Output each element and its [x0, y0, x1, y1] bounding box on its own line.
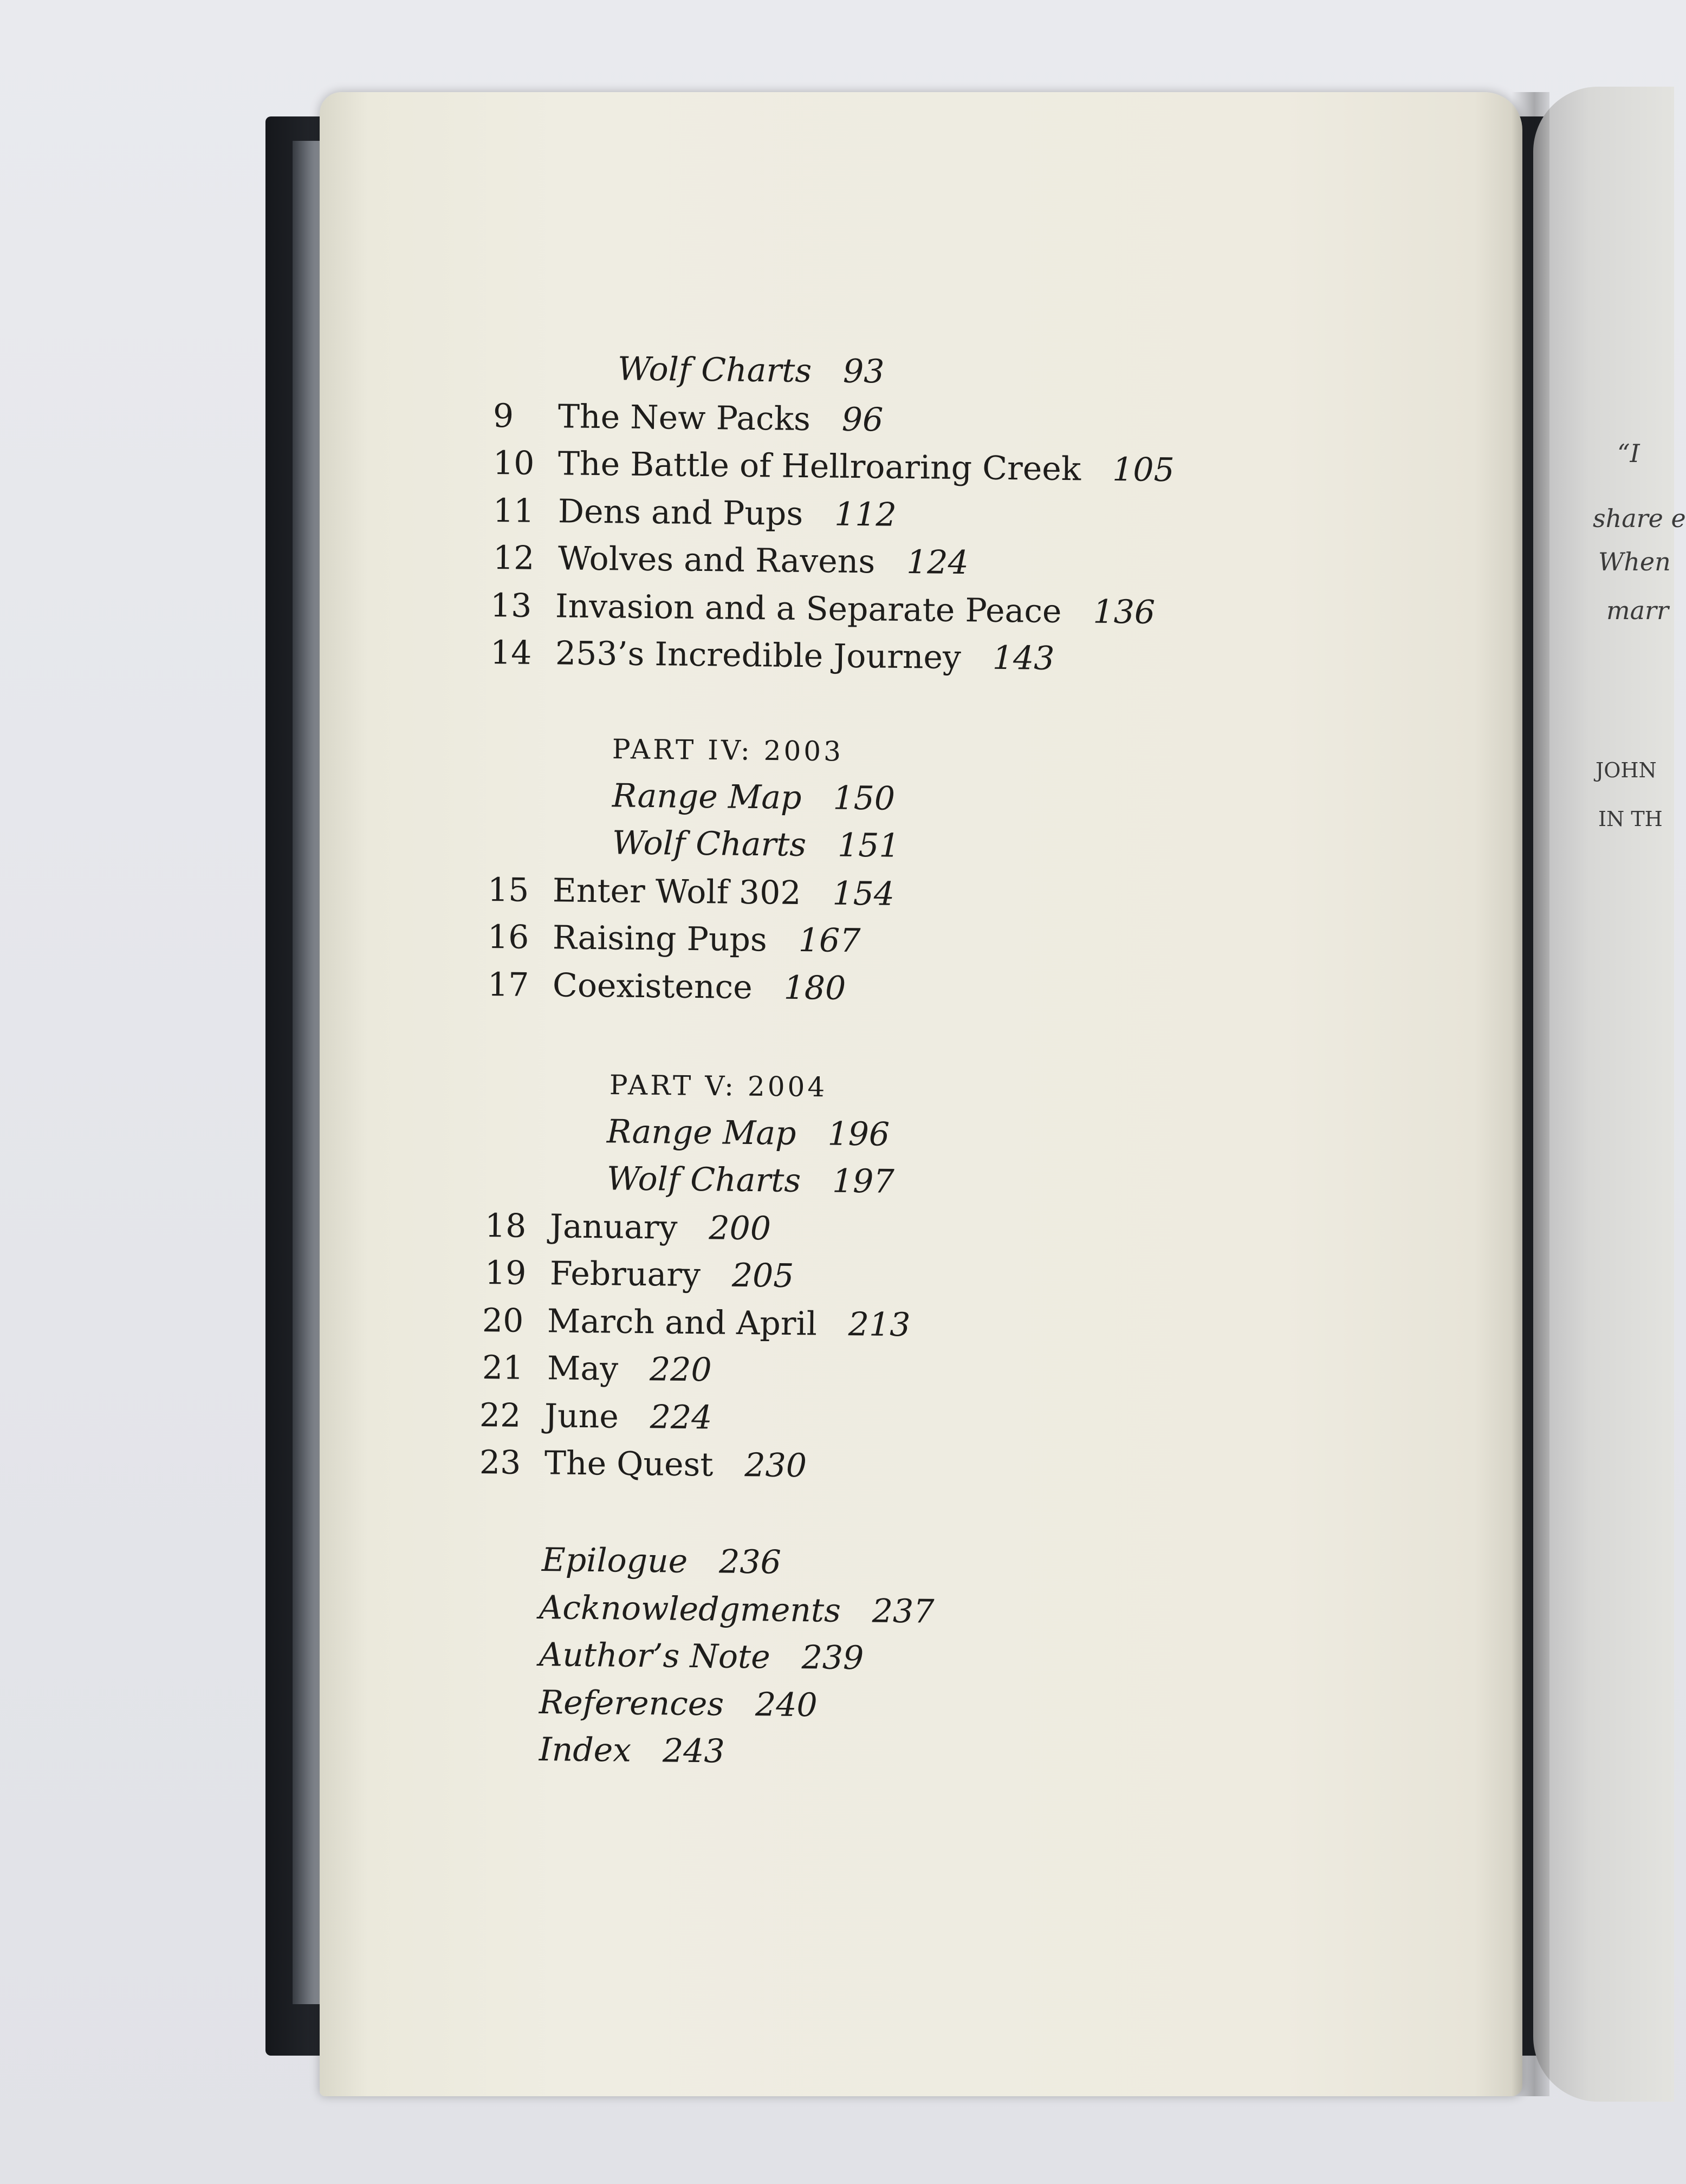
facing-fragment: When — [1598, 547, 1671, 576]
toc-backmatter-entry — [539, 1586, 935, 1634]
page-number: 151 — [837, 826, 900, 865]
entry-title: 253’s Incredible Journey 143 — [555, 634, 1055, 678]
entry-title: Dens and Pups 112 — [557, 492, 897, 534]
page-number: 237 — [872, 1592, 935, 1631]
part-heading: PART IV: 2003 — [612, 733, 844, 768]
page-number: 136 — [1093, 593, 1156, 632]
toc-entry — [492, 441, 1175, 490]
entry-title: Epilogue 236 — [541, 1541, 782, 1582]
page-number: 220 — [649, 1350, 712, 1389]
facing-fragment: “I — [1617, 439, 1640, 468]
toc-entry — [479, 1394, 712, 1437]
page-number: 154 — [832, 874, 895, 913]
entry-title: Range Map 196 — [606, 1113, 890, 1154]
chapter-number: 16 — [487, 918, 529, 957]
entry-title: Wolf Charts 197 — [606, 1160, 894, 1201]
part-heading: PART V: 2004 — [609, 1069, 828, 1103]
toc-entry — [479, 1441, 807, 1485]
toc-part-heading — [609, 1062, 828, 1107]
page-number: 124 — [906, 543, 969, 582]
entry-title: Wolves and Ravens 124 — [557, 540, 969, 582]
toc-backmatter-entry — [539, 1633, 864, 1680]
chapter-number: 17 — [487, 966, 529, 1004]
facing-fragment: JOHN — [1596, 758, 1657, 782]
entry-title: The New Packs 96 — [557, 398, 884, 439]
entry-title: March and April 213 — [547, 1302, 911, 1344]
entry-title: June 224 — [544, 1397, 712, 1437]
toc-entry — [492, 489, 897, 534]
toc-entry — [547, 821, 900, 865]
chapter-number: 21 — [482, 1349, 524, 1387]
entry-title: January 200 — [549, 1207, 771, 1248]
entry-title: February 205 — [549, 1254, 794, 1295]
facing-fragment: share e — [1593, 504, 1686, 533]
toc-part-heading — [612, 726, 844, 771]
entry-title: Enter Wolf 302 154 — [552, 872, 895, 913]
page-number: 213 — [848, 1305, 911, 1344]
page-number: 96 — [841, 400, 884, 439]
chapter-number: 11 — [492, 492, 535, 530]
toc-backmatter-entry — [539, 1681, 818, 1727]
entry-title: Coexistence 180 — [552, 966, 846, 1007]
page-number: 224 — [650, 1398, 712, 1437]
chapter-number: 14 — [490, 634, 532, 672]
page-number: 240 — [755, 1686, 818, 1725]
page-number: 197 — [832, 1162, 894, 1201]
toc-entry — [490, 631, 1055, 678]
page-number: 143 — [992, 639, 1055, 678]
entry-title: Author’s Note 239 — [539, 1636, 864, 1678]
toc-backmatter-entry — [542, 1538, 782, 1584]
entry-title: Raising Pups 167 — [552, 919, 861, 960]
page-number: 243 — [662, 1732, 725, 1771]
page-number: 105 — [1112, 450, 1175, 490]
entry-title: Invasion and a Separate Peace 136 — [555, 587, 1156, 632]
page-number: 93 — [842, 352, 885, 391]
entry-title: May 220 — [547, 1349, 712, 1389]
entry-title: The Battle of Hellroaring Creek 105 — [557, 445, 1175, 490]
entry-title: Index 243 — [539, 1731, 725, 1771]
chapter-number — [542, 1109, 607, 1110]
page-number: 205 — [731, 1256, 794, 1295]
page-number: 196 — [827, 1115, 890, 1154]
toc-backmatter-entry — [539, 1728, 725, 1773]
toc-entry — [547, 774, 896, 818]
toc-entry — [490, 584, 1156, 632]
chapter-number: 10 — [492, 444, 535, 483]
entry-title: Wolf Charts 93 — [617, 350, 885, 391]
entry-title: References 240 — [539, 1683, 818, 1725]
toc-entry — [492, 394, 884, 439]
page-number: 236 — [718, 1543, 782, 1582]
chapter-number: 18 — [484, 1207, 527, 1245]
page-number: 239 — [801, 1639, 864, 1678]
chapter-number: 19 — [484, 1254, 527, 1292]
entry-title: The Quest 230 — [544, 1444, 807, 1485]
chapter-number: 20 — [482, 1302, 524, 1340]
chapter-number: 13 — [490, 587, 532, 625]
chapter-number — [542, 1156, 607, 1157]
chapter-number: 23 — [479, 1444, 521, 1482]
page-number: 230 — [744, 1446, 807, 1485]
entry-title: Range Map 150 — [612, 777, 896, 818]
toc-entry — [482, 1299, 911, 1344]
chapter-number: 15 — [487, 871, 529, 909]
toc-entry — [482, 1346, 712, 1389]
toc-entry — [492, 536, 969, 582]
page-number: 200 — [709, 1209, 771, 1248]
chapter-number: 22 — [479, 1396, 521, 1435]
chapter-number: 12 — [492, 539, 535, 577]
page-number: 180 — [783, 968, 846, 1007]
entry-title: Acknowledgments 237 — [539, 1589, 935, 1631]
page-number: 150 — [833, 779, 896, 818]
facing-fragment: IN TH — [1598, 807, 1663, 831]
entry-title: Wolf Charts 151 — [612, 824, 900, 865]
chapter-number: 9 — [492, 397, 514, 435]
page-number: 167 — [798, 921, 861, 960]
page-number: 112 — [834, 495, 897, 534]
facing-fragment: marr — [1606, 596, 1669, 625]
